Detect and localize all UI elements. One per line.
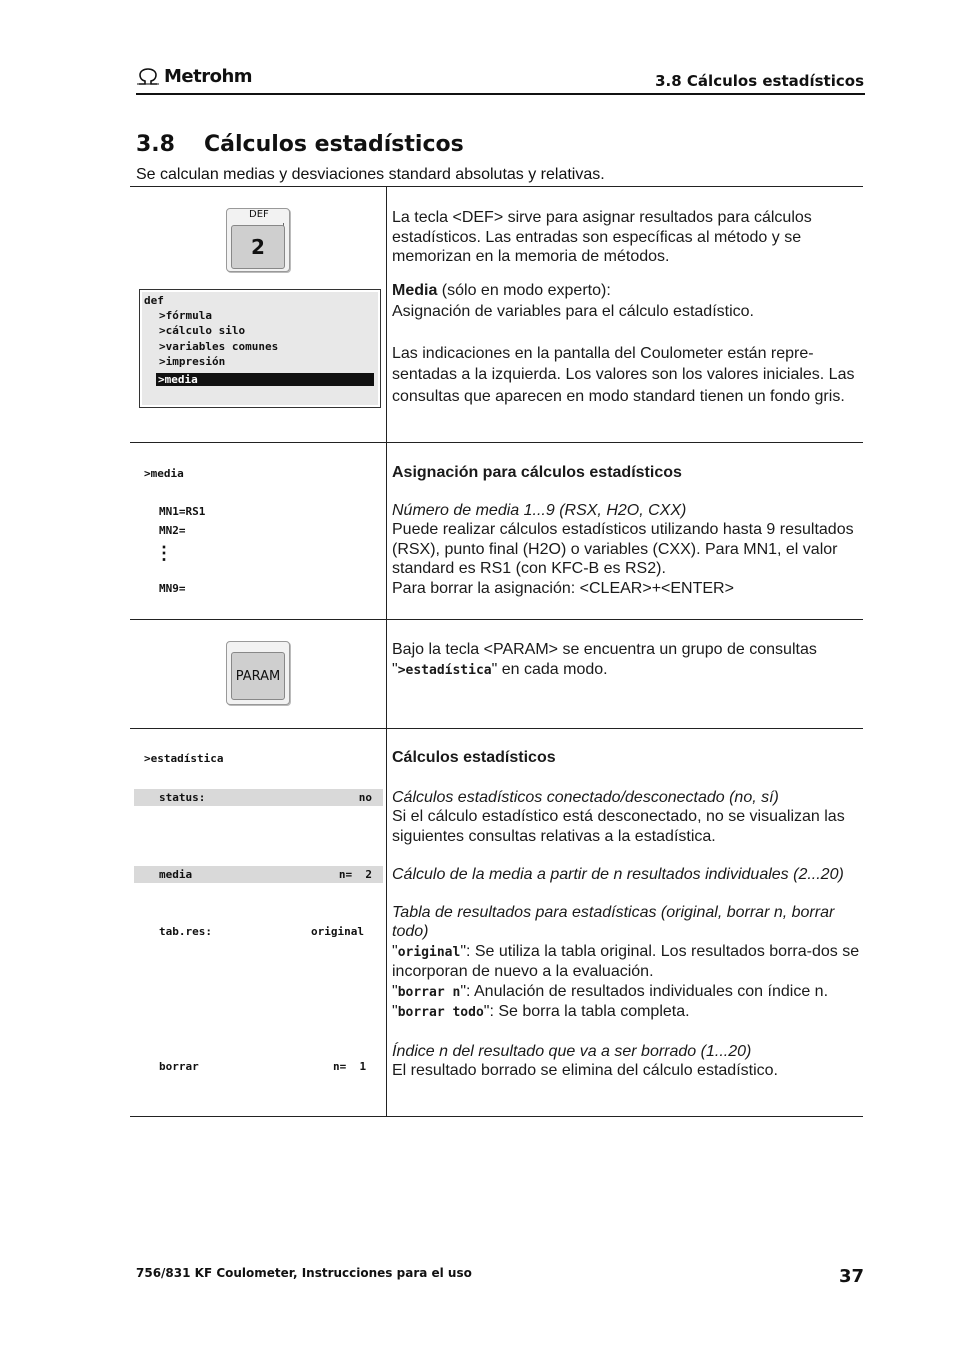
header-section-title: 3.8 Cálculos estadísticos — [655, 72, 864, 90]
def-key — [226, 208, 290, 272]
standard-query-row — [134, 789, 383, 806]
code-term: >estadística — [397, 662, 492, 678]
query-label: media — [159, 868, 193, 881]
paragraph: El resultado borrado se elimina del cálculo estadístico. — [392, 1062, 778, 1079]
footer-document-title: 756/831 KF Coulometer, Instrucciones para el uso — [136, 1266, 472, 1280]
query-value: n= 2 — [338, 868, 372, 881]
paragraph — [392, 660, 862, 681]
italic-caption: Número de media 1...9 (RSX, H2O, CXX) — [392, 501, 687, 519]
row1-text — [392, 208, 862, 407]
italic-caption: Cálculos estadísticos conectado/desconectado (no, sí) — [392, 788, 779, 806]
paragraph: Puede realizar cálculos estadísticos utilizando hasta 9 resultados (RSX), punto final (H2O) o variables (CXX). Para MN1, el valor standard es RS1 (con KFC-B es RS2). — [392, 521, 854, 577]
table-rule — [130, 619, 863, 620]
omega-icon — [136, 68, 160, 86]
page-number: 37 — [838, 1266, 864, 1287]
query-label: borrar — [159, 1060, 199, 1073]
table-rule — [130, 442, 863, 443]
metrohm-logo — [136, 66, 252, 87]
lcd-selected-line: >media — [156, 373, 374, 386]
screen-head: >estadística — [144, 752, 224, 765]
lcd-line: >cálculo silo — [159, 324, 246, 337]
lcd-display — [139, 289, 381, 408]
standard-query-row — [134, 866, 383, 883]
lcd-line: >variables comunes — [159, 340, 279, 353]
paragraph: Para borrar la asignación: <CLEAR>+<ENTER> — [392, 579, 734, 597]
brand-name: Metrohm — [164, 66, 253, 87]
param-key — [226, 641, 290, 705]
paragraph — [392, 1002, 862, 1023]
text-run: " en cada modo. — [491, 660, 608, 678]
bold-term: Media — [392, 281, 438, 299]
def-key-label: 2 — [231, 225, 285, 269]
code-term: original — [397, 944, 461, 960]
paragraph: Si el cálculo estadístico está desconectado, no se visualizan las siguientes consultas relativas a la estadística. — [392, 808, 845, 845]
code-term: borrar todo — [397, 1005, 484, 1020]
lcd-line: >fórmula — [159, 309, 212, 322]
def-key-caption: DEF — [249, 209, 269, 220]
table-top-rule — [130, 186, 863, 187]
text-run: ": Se borra la tabla completa. — [483, 1003, 690, 1020]
table-rule — [130, 728, 863, 729]
paragraph: Asignación de variables para el cálculo estadístico. — [392, 302, 754, 320]
query-value: original — [311, 925, 364, 938]
screen-line: MN9= — [159, 582, 186, 595]
lcd-line: def — [144, 294, 164, 307]
table-bottom-rule — [130, 1116, 863, 1117]
paragraph — [392, 280, 862, 301]
italic-caption: Tabla de resultados para estadísticas (original, borrar n, borrar todo) — [392, 903, 835, 940]
section-title: Cálculos estadísticos — [204, 132, 464, 157]
screen-line: MN1=RS1 — [159, 505, 206, 518]
text-run: " — [392, 942, 398, 960]
screen-head: >media — [144, 467, 184, 480]
query-label: tab.res: — [159, 925, 212, 938]
italic-caption: Índice n del resultado que va a ser borrado (1...20) — [392, 1042, 752, 1060]
header-rule — [136, 93, 865, 95]
row3-text — [392, 640, 862, 680]
vertical-ellipsis: ⋮ — [155, 543, 173, 563]
row2-text — [392, 463, 862, 598]
screen-line: MN2= — [159, 524, 186, 537]
text-run: (sólo en modo experto): — [437, 281, 611, 299]
text-run: " — [392, 660, 398, 678]
text-run: ": Se utiliza la tabla original. Los resultados borra-dos se incorporan de nuevo a la evaluación. — [392, 942, 860, 980]
section-number: 3.8 — [136, 132, 175, 157]
subheading: Cálculos estadísticos — [392, 749, 556, 766]
paragraph — [392, 942, 862, 982]
paragraph: Las indicaciones en la pantalla del Coulometer están repre-sentadas a la izquierda. Los valores son los valores iniciales. Las consultas que aparecen en modo standard tienen un fondo gris. — [392, 344, 855, 405]
query-label: status: — [159, 791, 206, 804]
table-column-divider — [386, 187, 387, 1116]
query-value: n= 1 — [333, 1060, 367, 1073]
italic-caption: Cálculo de la media a partir de n resultados individuales (2...20) — [392, 866, 844, 883]
query-value: no — [358, 791, 372, 804]
page-title — [136, 132, 464, 157]
paragraph: La tecla <DEF> sirve para asignar resultados para cálculos estadísticos. Las entradas son específicas al método y se memorizan en la memoria de métodos. — [392, 209, 812, 265]
paragraph — [392, 982, 862, 1003]
param-key-label: PARAM — [231, 652, 285, 700]
text-run: " — [392, 982, 398, 1000]
subheading: Asignación para cálculos estadísticos — [392, 464, 682, 481]
code-term: borrar n — [397, 984, 461, 1000]
lcd-line: >impresión — [159, 355, 226, 368]
section-intro: Se calculan medias y desviaciones standard absolutas y relativas. — [136, 166, 605, 183]
paragraph: Bajo la tecla <PARAM> se encuentra un grupo de consultas — [392, 641, 817, 658]
text-run: " — [392, 1003, 398, 1020]
text-run: ": Anulación de resultados individuales con índice n. — [460, 982, 829, 1000]
row4-text — [392, 748, 862, 1081]
